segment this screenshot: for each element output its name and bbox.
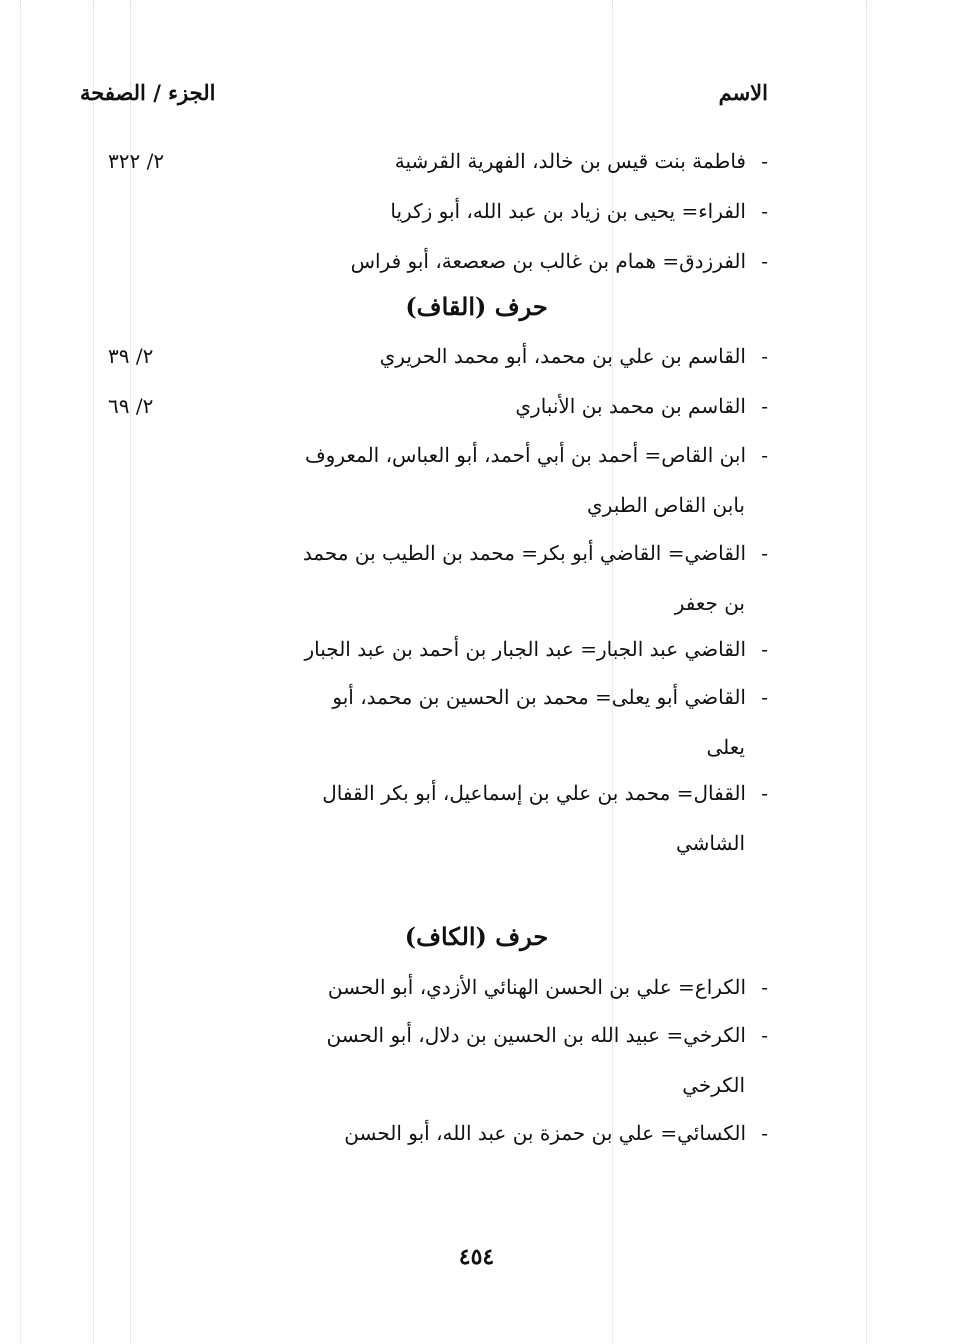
column-header-volume-page: الجزء / الصفحة [80,80,216,105]
column-header-name: الاسم [718,80,768,105]
index-entry: -القاضي أبو يعلى= محمد بن الحسين بن محمد، أبو [332,685,768,709]
entry-text: الكرخي= عبيد الله بن الحسين بن دلال، أبو الحسن [326,1023,746,1047]
entry-continuation: يعلى [706,735,745,759]
index-entry: -الكسائي= علي بن حمزة بن عبد الله، أبو الحسن [344,1121,768,1145]
index-entry: -القفال= محمد بن علي بن إسماعيل، أبو بكر القفال [322,781,768,805]
entry-continuation: الشاشي [675,831,745,855]
entry-text: الفراء= يحيى بن زياد بن عبد الله، أبو زكريا [390,199,746,223]
scan-dot-line [93,0,94,1344]
entry-continuation: بن جعفر [674,591,745,615]
entry-text: الكراع= علي بن الحسن الهنائي الأزدي، أبو الحسن [327,975,746,999]
entry-text: القاسم بن علي بن محمد، أبو محمد الحريري [379,344,746,368]
entry-reference: ٢/ ٣٢٢ [108,149,165,173]
section-title-qaf: حرف (القاف) [405,292,548,321]
index-entry: -فاطمة بنت قيس بن خالد، الفهرية القرشية [394,149,768,173]
index-entry: -القاضي عبد الجبار= عبد الجبار بن أحمد بن عبد الجبار [304,637,768,661]
entry-text: القفال= محمد بن علي بن إسماعيل، أبو بكر القفال [322,781,746,805]
index-entry: -الكراع= علي بن الحسن الهنائي الأزدي، أبو الحسن [327,975,768,999]
entry-continuation: الكرخي [682,1073,745,1097]
section-title-kaf: حرف (الكاف) [404,922,549,951]
scan-dot-line [20,0,21,1344]
index-entry: -القاسم بن محمد بن الأنباري [515,394,768,418]
entry-continuation: بابن القاص الطبري [587,493,745,517]
entry-reference: ٢/ ٦٩ [108,394,154,418]
scan-dot-line [866,0,867,1344]
entry-text: ابن القاص= أحمد بن أبي أحمد، أبو العباس، المعروف [304,443,746,467]
entry-text: القاضي= القاضي أبو بكر= محمد بن الطيب بن محمد [302,541,746,565]
entry-text: القاضي عبد الجبار= عبد الجبار بن أحمد بن عبد الجبار [304,637,746,661]
index-entry: -القاضي= القاضي أبو بكر= محمد بن الطيب بن محمد [302,541,768,565]
index-entry: -القاسم بن علي بن محمد، أبو محمد الحريري [379,344,768,368]
scan-dot-line [130,0,131,1344]
index-entry: -الفراء= يحيى بن زياد بن عبد الله، أبو زكريا [390,199,768,223]
entry-text: الفرزدق= همام بن غالب بن صعصعة، أبو فراس [350,249,746,273]
entry-text: فاطمة بنت قيس بن خالد، الفهرية القرشية [394,149,746,173]
entry-text: الكسائي= علي بن حمزة بن عبد الله، أبو الحسن [344,1121,746,1145]
entry-reference: ٢/ ٣٩ [108,344,154,368]
entry-text: القاسم بن محمد بن الأنباري [515,394,746,418]
index-entry: -ابن القاص= أحمد بن أبي أحمد، أبو العباس، المعروف [304,443,768,467]
index-entry: -الكرخي= عبيد الله بن الحسين بن دلال، أبو الحسن [326,1023,768,1047]
page-number: ٤٥٤ [458,1244,495,1270]
index-entry: -الفرزدق= همام بن غالب بن صعصعة، أبو فراس [350,249,768,273]
entry-text: القاضي أبو يعلى= محمد بن الحسين بن محمد، أبو [332,685,746,709]
